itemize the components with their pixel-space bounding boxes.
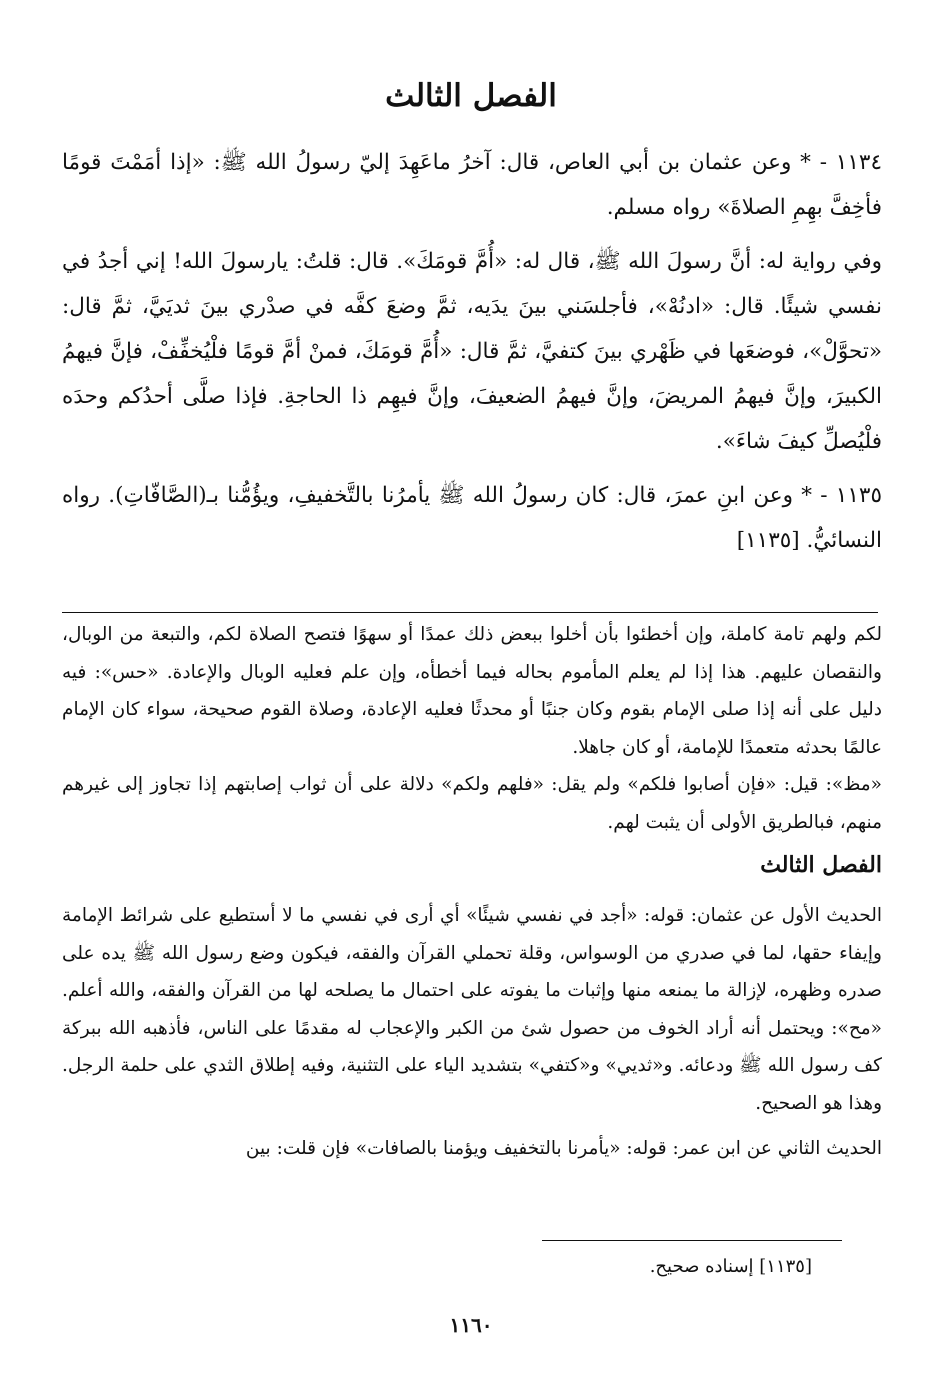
commentary-paragraph-1: الحديث الأول عن عثمان: قوله: «أجد في نفسي شيئًا» أي أرى في نفسي ما لا أستطيع على شرائط الإمامة وإيفاء حقها، لما في صدري من الوسواس، وقلة تحملي القرآن والفقه، فيكون وضع رسول الله ﷺ يده على صدره وظهره، لإزالة ما يمنعه منها وإثبات ما يفوته على احتمال ما يصلحه لها من القرآن والفقه، والله أعلم. «مح»: ويحتمل أنه أراد الخوف من حصول شئ من الكبر والإعجاب له مقدمًا على الناس، فأذهبه الله ببركة كف رسول الله ﷺ ودعائه. و«ثديي» و«كتفي» بتشديد الياء على التثنية، وفيه إطلاق الثدي على حلمة الرجل. وهذا هو الصحيح. (62, 905, 882, 1114)
commentary (62, 616, 882, 1176)
commentary-paragraph-2: الحديث الثاني عن ابن عمر: قوله: «يأمرنا بالتخفيف ويؤمنا بالصافات» فإن قلت: بين (245, 1138, 882, 1159)
commentary-divider (62, 612, 878, 613)
hadith-1135: ١١٣٥ - * وعن ابنِ عمرَ، قال: كان رسولُ الله ﷺ يأمرُنا بالتَّخفيفِ، ويؤُمُّنا بـ(الصَّافّاتِ). رواه النسائيُّ. [١١٣٥] (62, 483, 882, 553)
hadith-1134-variant: وفي رواية له: أنَّ رسولَ الله ﷺ، قال له: «أُمَّ قومَكَ». قال: قلتُ: يارسولَ الله! إني أجدُ في نفسي شيئًا. قال: «ادنُهْ»، فأجلسَني بينَ يدَيه، ثمَّ وضعَ كفَّه في صدْري بينَ ثديَيَّ، ثمَّ قال: «تحوَّلْ»، فوضعَها في ظَهْري بينَ كتفيَّ، ثمَّ قال: «أُمَّ قومَكَ، فمنْ أمَّ قومًا فلْيُخفِّفْ، فإنَّ فيهمُ الكبيرَ، وإنَّ فيهمُ المريضَ، وإنَّ فيهمُ الضعيفَ، وإنَّ فيهِم ذا الحاجةِ. فإذا صلَّى أحدُكم وحدَه فلْيُصلِّ كيفَ شاءَ». (62, 249, 882, 454)
footnote: [١١٣٥] إسناده صحيح. (649, 1256, 812, 1277)
footnote-divider (542, 1240, 842, 1241)
hadith-1134: ١١٣٤ - * وعن عثمان بن أبي العاص، قال: آخرُ ماعَهِدَ إليّ رسولُ الله ﷺ: «إذا أمَمْتَ قومًا فأخِفَّ بهِمِ الصلاةَ» رواه مسلم. (62, 150, 882, 220)
page-title: الفصل الثالث (385, 78, 557, 114)
commentary-intro-1: لكم ولهم تامة كاملة، وإن أخطئوا بأن أخلوا ببعض ذلك عمدًا أو سهوًا فتصح الصلاة لكم، والتبعة من الوبال، والنقصان عليهم. هذا إذا لم يعلم المأموم بحاله فيما أخطأه، وإن علم فعليه الوبال والإعادة. «حس»: فيه دليل على أنه إذا صلى الإمام بقوم وكان جنبًا أو محدثًا فعليه الإعادة، وصلاة القوم صحيحة، سواء كان الإمام عالمًا بحدثه متعمدًا للإمامة، أو كان جاهلا. (62, 624, 882, 758)
commentary-heading: الفصل الثالث (760, 852, 882, 878)
commentary-intro-2: «مظ»: قيل: «فإن أصابوا فلكم» ولم يقل: «فلهم ولكم» دلالة على أن ثواب إصابتهم إذا تجاوز إلى غيرهم منهم، فبالطريق الأولى أن يثبت لهم. (62, 774, 882, 833)
page-number: ١١٦٠ (449, 1313, 493, 1337)
hadith-text (62, 140, 882, 572)
